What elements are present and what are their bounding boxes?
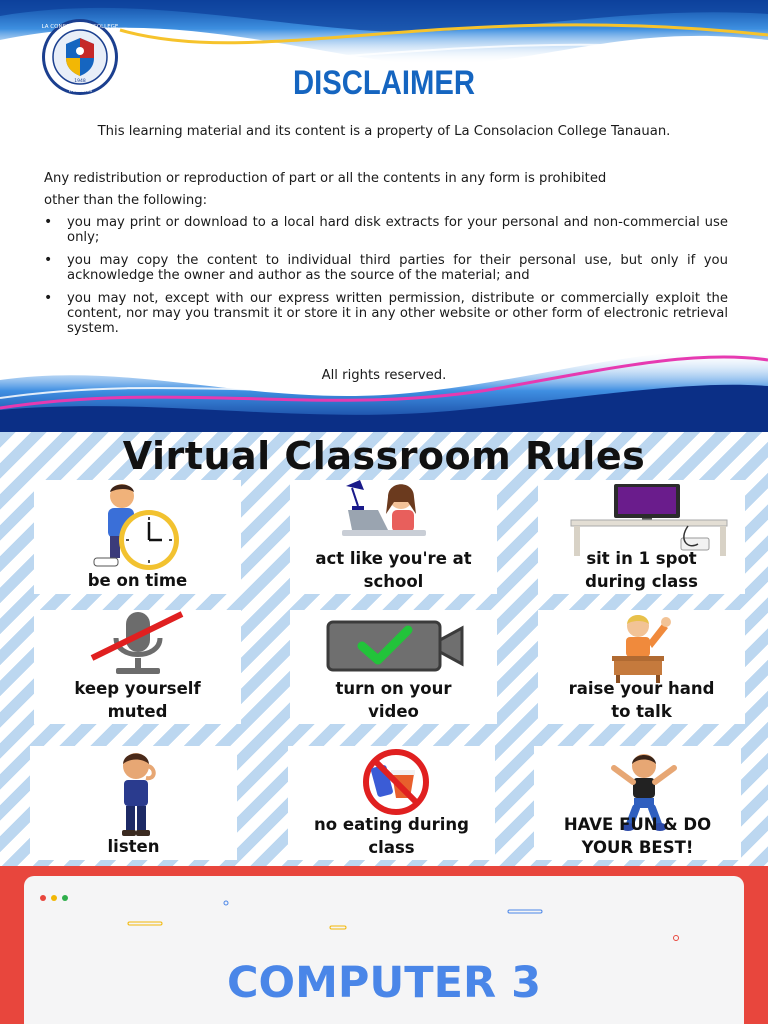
rule-caption: turn on your video xyxy=(335,679,452,721)
seal-ring-text: LA CONSOLACION COLLEGE xyxy=(41,24,119,30)
rule-caption: act like you're at school xyxy=(315,549,472,591)
rule-caption: listen xyxy=(107,837,160,856)
rule-card-video xyxy=(290,610,497,724)
rule-caption: be on time xyxy=(87,571,188,590)
disclaimer-bullet: • you may copy the content to individual third parties for their personal use, but only if you acknowledge the owner and author as the source of the material; and xyxy=(44,253,728,283)
rule-caption: sit in 1 spot during class xyxy=(585,549,698,591)
seal-bottom-text: TANAUAN xyxy=(67,88,93,94)
rule-card-act-at-school xyxy=(290,480,497,594)
course-title-section xyxy=(0,866,768,1024)
rule-card-no-eating xyxy=(288,746,495,860)
rights-reserved: All rights reserved. xyxy=(321,368,447,383)
rule-caption: keep yourself muted xyxy=(74,679,201,721)
disclaimer-bullet-list xyxy=(44,215,728,344)
disclaimer-intro: This learning material and its content is a property of La Consolacion College Tanauan. xyxy=(97,124,671,139)
disclaimer-bullet: • you may not, except with our express written permission, distribute or commercially exploit the content, nor may you transmit it or store it in any other website or other form of electronic retrieval system. xyxy=(44,291,728,336)
rule-card-sit-in-spot xyxy=(538,480,745,594)
disclaimer-title: DISCLAIMER xyxy=(293,64,475,102)
rule-caption: raise your hand to talk xyxy=(568,679,715,721)
disclaimer-paragraph-1: Any redistribution or reproduction of part or all the contents in any form is prohibited xyxy=(44,171,607,186)
rule-caption: no eating during class xyxy=(314,815,469,857)
course-title: COMPUTER 3 xyxy=(226,958,542,1008)
seal-year: 1948 xyxy=(74,79,86,84)
rule-caption: HAVE FUN & DO YOUR BEST! xyxy=(563,815,712,857)
rule-card-raise-hand xyxy=(538,610,745,724)
disclaimer-paragraph-2: other than the following: xyxy=(44,193,208,208)
classroom-rules-section xyxy=(0,432,768,866)
rule-card-be-on-time xyxy=(34,480,241,594)
disclaimer-bullet: • you may print or download to a local hard disk extracts for your personal and non-commercial use only; xyxy=(44,215,728,245)
rule-card-listen xyxy=(30,746,237,860)
disclaimer-section xyxy=(0,0,768,432)
rule-card-have-fun xyxy=(534,746,741,860)
rule-card-muted xyxy=(34,610,241,724)
rules-title: Virtual Classroom Rules xyxy=(122,434,646,478)
